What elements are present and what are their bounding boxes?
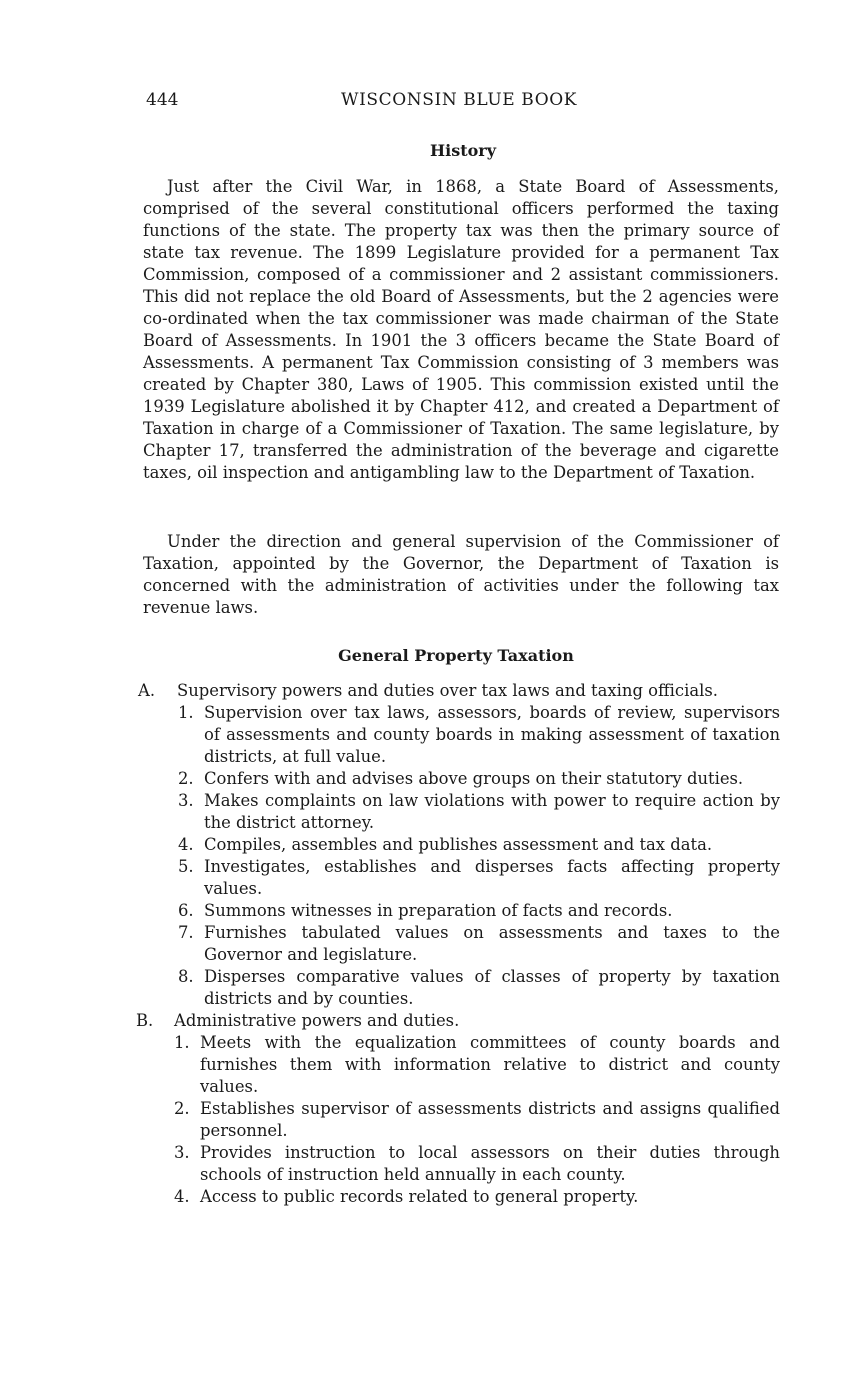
list-item (130, 702, 780, 768)
item-number: 8. (178, 967, 194, 986)
item-number: 4. (174, 1187, 190, 1206)
item-number: 2. (174, 1099, 190, 1118)
list-item (130, 834, 780, 856)
general-property-heading: General Property Taxation (338, 646, 574, 665)
item-text: Makes complaints on law violations with power to require action by the district attorney. (204, 791, 780, 832)
outline-section (130, 680, 780, 1010)
page-number: 444 (146, 90, 179, 110)
item-text: Disperses comparative values of classes of property by taxation districts and by counties. (204, 967, 780, 1008)
item-text: Compiles, assembles and publishes assessment and tax data. (204, 835, 713, 854)
list-item (130, 1098, 780, 1142)
item-number: 3. (178, 791, 194, 810)
list-item (130, 1186, 780, 1208)
history-heading: History (430, 141, 496, 160)
list-item (130, 790, 780, 834)
item-number: 6. (178, 901, 194, 920)
section-letter: B. (136, 1011, 154, 1030)
history-paragraph: Under the direction and general supervision of the Commissioner of Taxation, appointed by the Governor, the Department of Taxation is concerned with the administration of activities under the following tax revenue laws. (143, 532, 779, 617)
item-number: 7. (178, 923, 194, 942)
item-text: Supervision over tax laws, assessors, boards of review, supervisors of assessments and county boards in making assessment of taxation districts, at full value. (204, 703, 780, 766)
list-item (130, 966, 780, 1010)
section-items (130, 702, 780, 1010)
item-number: 5. (178, 857, 194, 876)
section-title: Supervisory powers and duties over tax laws and taxing officials. (177, 681, 718, 700)
item-text: Investigates, establishes and disperses facts affecting property values. (204, 857, 780, 898)
item-text: Provides instruction to local assessors on their duties through schools of instruction held annually in each county. (200, 1143, 780, 1184)
item-text: Furnishes tabulated values on assessments and taxes to the Governor and legislature. (204, 923, 780, 964)
outline-section (130, 1010, 780, 1208)
item-number: 3. (174, 1143, 190, 1162)
list-item (130, 900, 780, 922)
list-item (130, 768, 780, 790)
item-text: Confers with and advises above groups on their statutory duties. (204, 769, 744, 788)
section-title-row (130, 1010, 780, 1032)
section-items (130, 1032, 780, 1208)
item-number: 1. (174, 1033, 190, 1052)
item-text: Establishes supervisor of assessments districts and assigns qualified personnel. (200, 1099, 780, 1140)
item-number: 4. (178, 835, 194, 854)
list-item (130, 856, 780, 900)
section-letter: A. (138, 681, 156, 700)
item-text: Access to public records related to general property. (200, 1187, 639, 1206)
item-number: 1. (178, 703, 194, 722)
section-title-row (130, 680, 780, 702)
list-item (130, 922, 780, 966)
duties-outline (130, 680, 780, 1208)
item-text: Summons witnesses in preparation of facts and records. (204, 901, 673, 920)
history-paragraph: Just after the Civil War, in 1868, a State Board of Assessments, comprised of the several constitutional officers performed the taxing functions of the state. The property tax was then the primary source of state tax revenue. The 1899 Legislature provided for a permanent Tax Commission, composed of a commissioner and 2 assistant commissioners. This did not replace the old Board of Assessments, but the 2 agencies were co-ordinated when the tax commissioner was made chairman of the State Board of Assessments. In 1901 the 3 officers became the State Board of Assessments. A permanent Tax Commission consisting of 3 members was created by Chapter 380, Laws of 1905. This commission existed until the 1939 Legislature abolished it by Chapter 412, and created a Department of Taxation in charge of a Commissioner of Taxation. The same legislature, by Chapter 17, transferred the administration of the beverage and cigarette taxes, oil inspection and antigambling law to the Department of Taxation. (143, 177, 779, 482)
item-number: 2. (178, 769, 194, 788)
page-header (146, 90, 776, 114)
item-text: Meets with the equalization committees of county boards and furnishes them with information relative to district and county values. (200, 1033, 780, 1096)
section-title: Administrative powers and duties. (174, 1011, 460, 1030)
list-item (130, 1142, 780, 1186)
running-title: WISCONSIN BLUE BOOK (341, 90, 578, 110)
list-item (130, 1032, 780, 1098)
